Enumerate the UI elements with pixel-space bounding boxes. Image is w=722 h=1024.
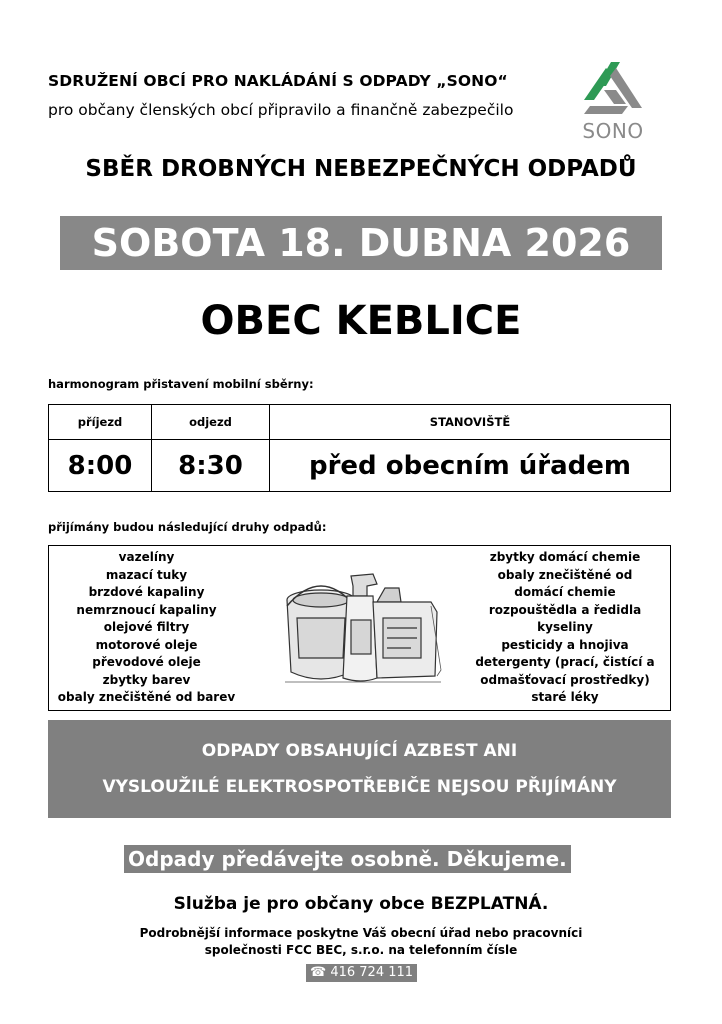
waste-list-right bbox=[459, 549, 671, 707]
village-name: OBEC KEBLICE bbox=[200, 298, 522, 344]
schedule-table bbox=[48, 404, 671, 492]
logo-text: SONO bbox=[582, 119, 644, 143]
thanks-banner: Odpady předávejte osobně. Děkujeme. bbox=[124, 845, 571, 873]
phone-value: 416 724 111 bbox=[330, 965, 414, 980]
list-item: odmašťovací prostředky) bbox=[480, 672, 650, 687]
list-item: olejové filtry bbox=[103, 620, 190, 634]
list-item: rozpouštědla a ředidla bbox=[488, 602, 642, 617]
departure-header: odjezd bbox=[152, 405, 270, 440]
warning-line-1: ODPADY OBSAHUJÍCÍ AZBEST ANI bbox=[201, 741, 518, 761]
contact-info bbox=[0, 925, 722, 959]
list-item: motorové oleje bbox=[95, 637, 198, 652]
free-service-note: Služba je pro občany obce BEZPLATNÁ. bbox=[173, 894, 549, 914]
warning-line-2: VYSLOUŽILÉ ELEKTROSPOTŘEBIČE NEJSOU PŘIJÍMÁNY bbox=[102, 777, 617, 797]
page-title: SBĚR DROBNÝCH NEBEZPEČNÝCH ODPADŮ bbox=[85, 156, 637, 182]
list-item: pesticidy a hnojiva bbox=[501, 637, 629, 652]
list-item: nemrznoucí kapaliny bbox=[76, 602, 217, 617]
arrival-time: 8:00 bbox=[49, 440, 152, 492]
list-item: vazelíny bbox=[118, 550, 175, 564]
location-header: STANOVIŠTĚ bbox=[270, 405, 671, 440]
schedule-header-row bbox=[49, 405, 671, 440]
telephone-icon: ☎ bbox=[310, 965, 327, 980]
waste-list-left bbox=[49, 549, 244, 707]
schedule-label: harmonogram přistavení mobilní sběrny: bbox=[48, 377, 314, 391]
event-date: SOBOTA 18. DUBNA 2026 bbox=[60, 216, 662, 270]
chemical-containers-illustration bbox=[281, 566, 447, 692]
list-item: brzdové kapaliny bbox=[88, 585, 205, 599]
waste-list-box bbox=[48, 545, 671, 711]
list-item: domácí chemie bbox=[514, 585, 616, 599]
location: před obecním úřadem bbox=[270, 440, 671, 492]
list-item: detergenty (prací, čistící a bbox=[475, 655, 655, 669]
org-subtitle: pro občany členských obcí připravilo a finančně zabezpečilo bbox=[48, 101, 514, 119]
org-name: SDRUŽENÍ OBCÍ PRO NAKLÁDÁNÍ S ODPADY „SONO“ bbox=[48, 72, 508, 90]
warning-box bbox=[48, 720, 671, 818]
schedule-row bbox=[49, 440, 671, 492]
list-item: kyseliny bbox=[537, 620, 593, 634]
list-item: převodové oleje bbox=[92, 655, 201, 669]
list-item: zbytky domácí chemie bbox=[489, 550, 641, 564]
arrival-header: příjezd bbox=[49, 405, 152, 440]
departure-time: 8:30 bbox=[152, 440, 270, 492]
info-line: Podrobnější informace poskytne Váš obecní úřad nebo pracovníci bbox=[139, 926, 583, 940]
list-item: obaly znečištěné od barev bbox=[57, 690, 236, 704]
waste-label: přijímány budou následující druhy odpadů: bbox=[48, 520, 327, 534]
phone-number bbox=[306, 964, 417, 982]
list-item: obaly znečištěné od bbox=[497, 567, 633, 582]
list-item: staré léky bbox=[531, 690, 599, 704]
info-line: společnosti FCC BEC, s.r.o. na telefonním čísle bbox=[204, 943, 518, 957]
list-item: mazací tuky bbox=[105, 567, 188, 582]
list-item: zbytky barev bbox=[102, 672, 191, 687]
